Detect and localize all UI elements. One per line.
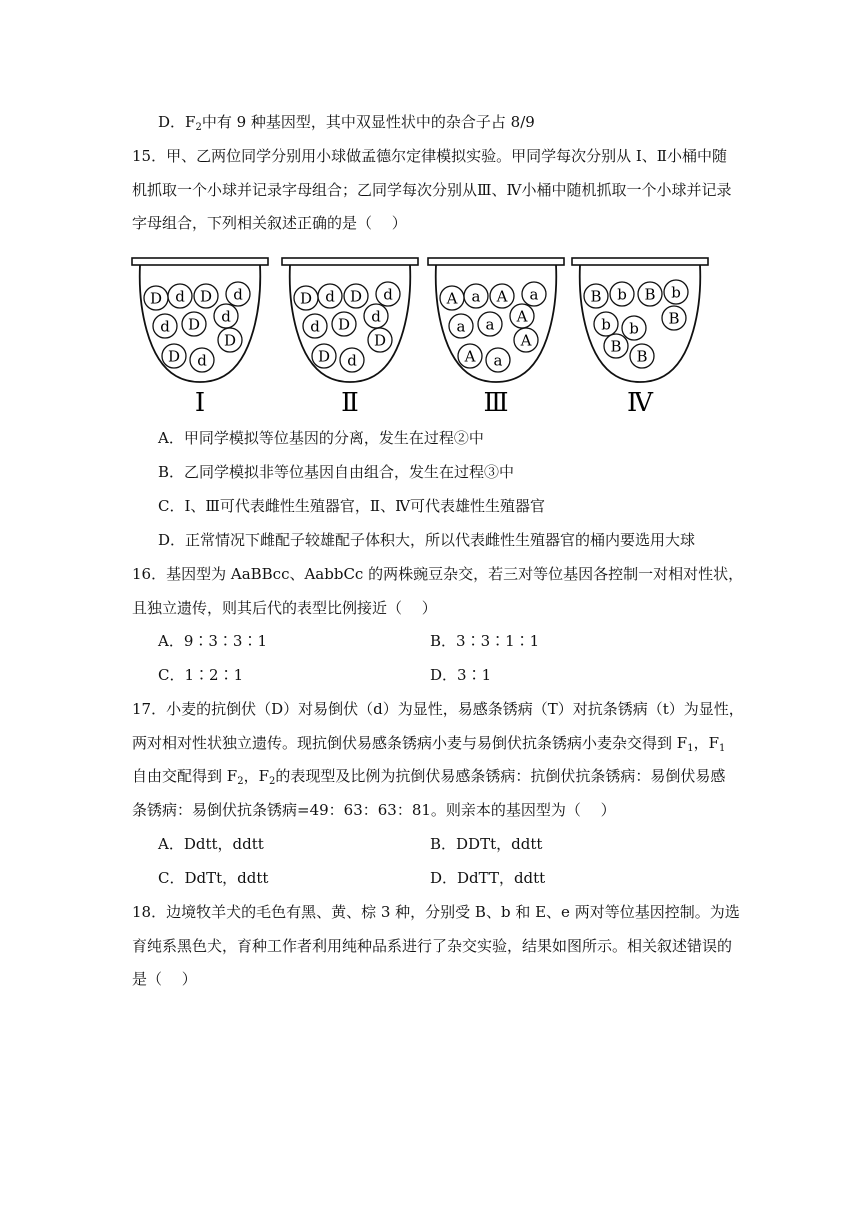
- ball-letter: a: [485, 315, 495, 334]
- ball-letter: A: [496, 287, 508, 306]
- q15-option-b: B．乙同学模拟非等位基因自由组合，发生在过程③中: [158, 463, 515, 481]
- ball-letter: A: [520, 331, 532, 350]
- q17-stem-line2: [132, 733, 725, 753]
- bucket-3: [428, 258, 564, 416]
- bucket-2: [282, 258, 418, 416]
- ball-letter: a: [471, 287, 481, 306]
- ball-letter: D: [167, 347, 181, 366]
- q17-line3-text2: ，F: [243, 767, 269, 785]
- q18-stem-line3: 是（ ）: [132, 970, 197, 988]
- q15-stem-line1: 15．甲、乙两位同学分别用小球做孟德尔定律模拟实验。甲同学每次分别从 I、Ⅱ小桶中随: [132, 147, 727, 165]
- q17-option-a: A．Ddtt，ddtt: [158, 835, 264, 853]
- ball-letter: d: [371, 307, 381, 326]
- ball-letter: A: [516, 307, 528, 326]
- ball-letter: d: [383, 285, 393, 304]
- ball-letter: d: [233, 285, 243, 304]
- ball-letter: D: [337, 315, 351, 334]
- subscript: 2: [237, 776, 244, 787]
- bucket-1: [132, 258, 268, 416]
- ball-letter: b: [671, 283, 681, 302]
- q15-option-c: C．Ⅰ、Ⅲ可代表雌性生殖器官，Ⅱ、Ⅳ可代表雄性生殖器官: [158, 497, 546, 515]
- ball-letter: A: [464, 347, 476, 366]
- q16-option-b: B．3∶3∶1∶1: [430, 632, 540, 650]
- ball-letter: D: [299, 289, 313, 308]
- q17-stem-line3: [132, 766, 725, 786]
- q16-option-c: C．1∶2∶1: [158, 666, 244, 684]
- ball-letter: A: [446, 289, 458, 308]
- q14-option-d-text: 中有 9 种基因型，其中双显性状中的杂合子占 8/9: [201, 113, 535, 131]
- q17-line2-text: 两对相对性状独立遗传。现抗倒伏易感条锈病小麦与易倒伏抗条锈病小麦杂交得到 F: [132, 734, 688, 752]
- ball-letter: b: [601, 315, 611, 334]
- ball-letter: a: [456, 317, 466, 336]
- subscript: 1: [687, 743, 694, 754]
- ball-letter: d: [221, 307, 231, 326]
- bucket-label: Ⅳ: [627, 388, 653, 416]
- ball-letter: a: [493, 351, 503, 370]
- q17-option-d: D．DdTT，ddtt: [430, 869, 546, 887]
- bucket-lid: [282, 258, 418, 265]
- ball-letter: d: [347, 351, 357, 370]
- q17-option-b: B．DDTt，ddtt: [430, 835, 543, 853]
- q14-option-d-prefix: D．F: [158, 113, 196, 131]
- ball-letter: D: [317, 347, 331, 366]
- q18-stem-line2: 育纯系黑色犬，育种工作者利用纯种品系进行了杂交实验，结果如图所示。相关叙述错误的: [132, 937, 733, 955]
- q18-stem-line1: 18．边境牧羊犬的毛色有黑、黄、棕 3 种，分别受 B、b 和 E、e 两对等位基因控制。为选: [132, 903, 740, 921]
- q17-stem-line4: 条锈病：易倒伏抗条锈病=49：63：63：81。则亲本的基因型为（ ）: [132, 801, 616, 819]
- ball-letter: B: [610, 337, 622, 356]
- q17-line3-text: 自由交配得到 F: [132, 767, 238, 785]
- ball-letter: D: [349, 287, 363, 306]
- ball-letter: B: [590, 287, 602, 306]
- ball-letter: D: [149, 289, 163, 308]
- ball-letter: d: [310, 317, 320, 336]
- q15-option-a: A．甲同学模拟等位基因的分离，发生在过程②中: [158, 429, 484, 447]
- bucket-figure: [130, 248, 730, 416]
- bucket-label: Ⅰ: [194, 388, 206, 416]
- bucket-lid: [572, 258, 708, 265]
- q16-stem-line2: 且独立遗传，则其后代的表型比例接近（ ）: [132, 599, 437, 617]
- bucket-lid: [132, 258, 268, 265]
- bucket-4: [572, 258, 708, 416]
- ball-letter: d: [325, 287, 335, 306]
- ball-letter: d: [175, 287, 185, 306]
- q15-stem-line3: 字母组合，下列相关叙述正确的是（ ）: [132, 214, 407, 232]
- subscript: 1: [718, 743, 726, 754]
- ball-letter: D: [187, 315, 201, 334]
- q16-stem-line1: 16．基因型为 AaBBcc、AabbCc 的两株豌豆杂交，若三对等位基因各控制一对相对性状，: [132, 565, 744, 583]
- ball-letter: B: [644, 285, 656, 304]
- q16-option-a: A．9∶3∶3∶1: [158, 632, 268, 650]
- ball-letter: D: [223, 331, 237, 350]
- ball-letter: d: [160, 317, 170, 336]
- ball-letter: b: [617, 285, 627, 304]
- bucket-label: Ⅱ: [341, 388, 359, 416]
- q17-line2-text2: ，F: [693, 734, 719, 752]
- ball-letter: D: [373, 331, 387, 350]
- q17-option-c: C．DdTt，ddtt: [158, 869, 269, 887]
- subscript: 2: [195, 122, 202, 133]
- bucket-lid: [428, 258, 564, 265]
- ball-letter: d: [197, 351, 207, 370]
- q17-stem-line1: 17．小麦的抗倒伏（D）对易倒伏（d）为显性，易感条锈病（T）对抗条锈病（t）为显性，: [132, 700, 744, 718]
- subscript: 2: [268, 776, 276, 787]
- q16-option-d: D．3∶1: [430, 666, 492, 684]
- ball-letter: a: [529, 285, 539, 304]
- ball-letter: b: [629, 319, 639, 338]
- q14-option-d: [158, 112, 535, 132]
- bucket-label: Ⅲ: [483, 388, 509, 416]
- ball-letter: D: [199, 287, 213, 306]
- q17-line3-text3: 的表现型及比例为抗倒伏易感条锈病：抗倒伏抗条锈病：易倒伏易感: [275, 767, 726, 785]
- q15-stem-line2: 机抓取一个小球并记录字母组合；乙同学每次分别从Ⅲ、Ⅳ小桶中随机抓取一个小球并记录: [132, 181, 732, 199]
- ball-letter: B: [636, 347, 648, 366]
- ball-letter: B: [668, 309, 680, 328]
- q15-option-d: D．正常情况下雌配子较雄配子体积大，所以代表雌性生殖器官的桶内要选用大球: [158, 531, 696, 549]
